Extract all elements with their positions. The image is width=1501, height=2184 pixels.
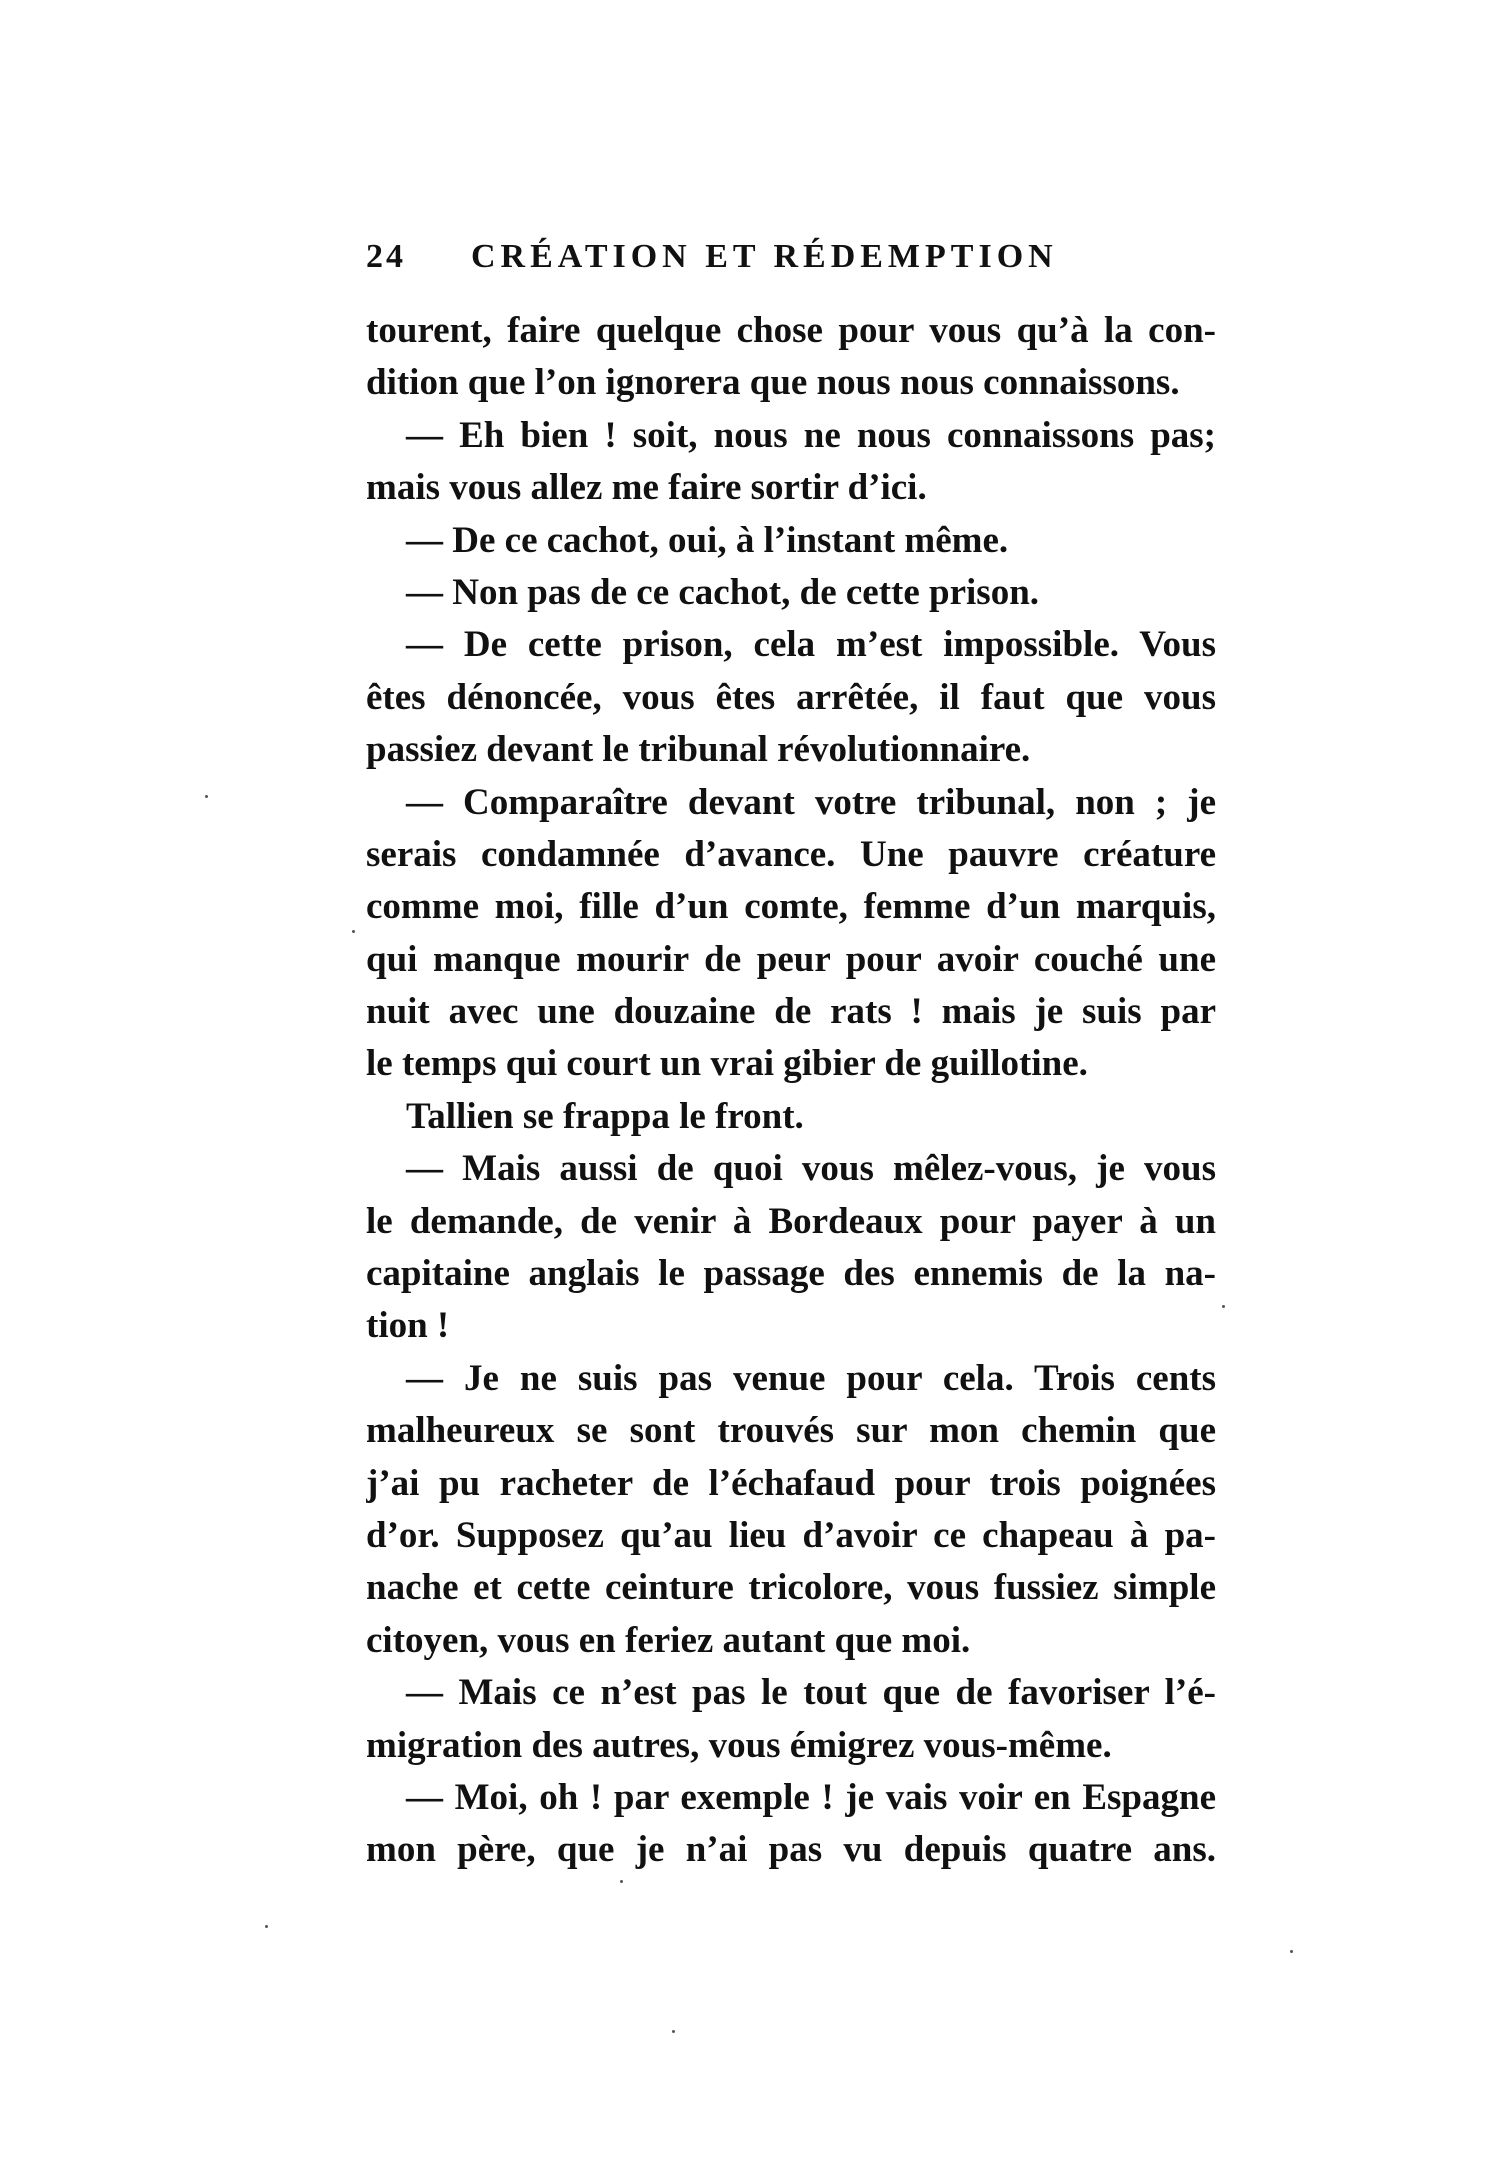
- text-line: — Mais ce n’est pas le tout que de favoriser l’é-: [406, 1672, 1216, 1714]
- text-line: malheureux se sont trouvés sur mon chemin que: [366, 1410, 1216, 1452]
- text-line: — De cette prison, cela m’est impossible. Vous: [406, 624, 1216, 666]
- text-line: — Mais aussi de quoi vous mêlez-vous, je vous: [406, 1148, 1216, 1190]
- text-line: tourent, faire quelque chose pour vous qu’à la con-: [366, 310, 1216, 351]
- running-head: [366, 238, 1216, 288]
- scan-speck: [620, 1880, 623, 1883]
- text-line: êtes dénoncée, vous êtes arrêtée, il faut que vous: [366, 676, 1216, 718]
- text-line: citoyen, vous en feriez autant que moi.: [366, 1619, 971, 1661]
- scan-speck: [1222, 1305, 1225, 1308]
- text-line: comme moi, fille d’un comte, femme d’un marquis,: [366, 886, 1216, 928]
- text-line: le demande, de venir à Bordeaux pour payer à un: [366, 1200, 1216, 1242]
- text-line: tion !: [366, 1305, 450, 1347]
- text-line: Tallien se frappa le front.: [406, 1095, 804, 1137]
- text-line: le temps qui court un vrai gibier de guillotine.: [366, 1043, 1088, 1085]
- text-line: — Comparaître devant votre tribunal, non ; je: [406, 781, 1216, 823]
- text-line: nuit avec une douzaine de rats ! mais je suis par: [366, 991, 1216, 1033]
- text-line: migration des autres, vous émigrez vous-même.: [366, 1724, 1112, 1766]
- text-line: mon père, que je n’ai pas vu depuis quatre ans.: [366, 1829, 1216, 1871]
- text-line: — Moi, oh ! par exemple ! je vais voir en Espagne: [406, 1776, 1216, 1818]
- text-line: d’or. Supposez qu’au lieu d’avoir ce chapeau à pa-: [366, 1514, 1216, 1556]
- text-line: passiez devant le tribunal révolutionnaire.: [366, 729, 1031, 771]
- text-line: — Non pas de ce cachot, de cette prison.: [406, 571, 1040, 613]
- text-line: — De ce cachot, oui, à l’instant même.: [406, 519, 1009, 561]
- text-line: — Eh bien ! soit, nous ne nous connaissons pas;: [406, 414, 1216, 456]
- text-line: capitaine anglais le passage des ennemis de la na-: [366, 1253, 1216, 1295]
- scan-speck: [205, 795, 208, 798]
- text-line: qui manque mourir de peur pour avoir couché une: [366, 938, 1216, 980]
- scan-speck: [672, 2030, 675, 2033]
- text-line: — Je ne suis pas venue pour cela. Trois cents: [406, 1357, 1216, 1399]
- text-line: nache et cette ceinture tricolore, vous fussiez simple: [366, 1567, 1216, 1609]
- text-line: serais condamnée d’avance. Une pauvre créature: [366, 833, 1216, 875]
- scan-speck: [265, 1925, 268, 1928]
- running-title: CRÉATION ET RÉDEMPTION: [471, 238, 1058, 275]
- scan-speck: [352, 930, 355, 933]
- scan-speck: [1290, 1950, 1293, 1953]
- body-text: [366, 305, 1216, 1877]
- page-number: 24: [366, 238, 406, 275]
- text-line: dition que l’on ignorera que nous nous connaissons.: [366, 362, 1180, 404]
- text-line: mais vous allez me faire sortir d’ici.: [366, 467, 927, 509]
- text-line: j’ai pu racheter de l’échafaud pour trois poignées: [366, 1462, 1216, 1504]
